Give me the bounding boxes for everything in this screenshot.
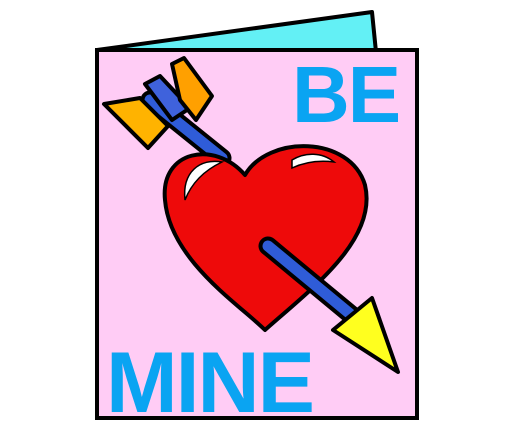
card-text-mine: MINE bbox=[106, 335, 313, 431]
card-text-be: BE bbox=[292, 50, 400, 139]
